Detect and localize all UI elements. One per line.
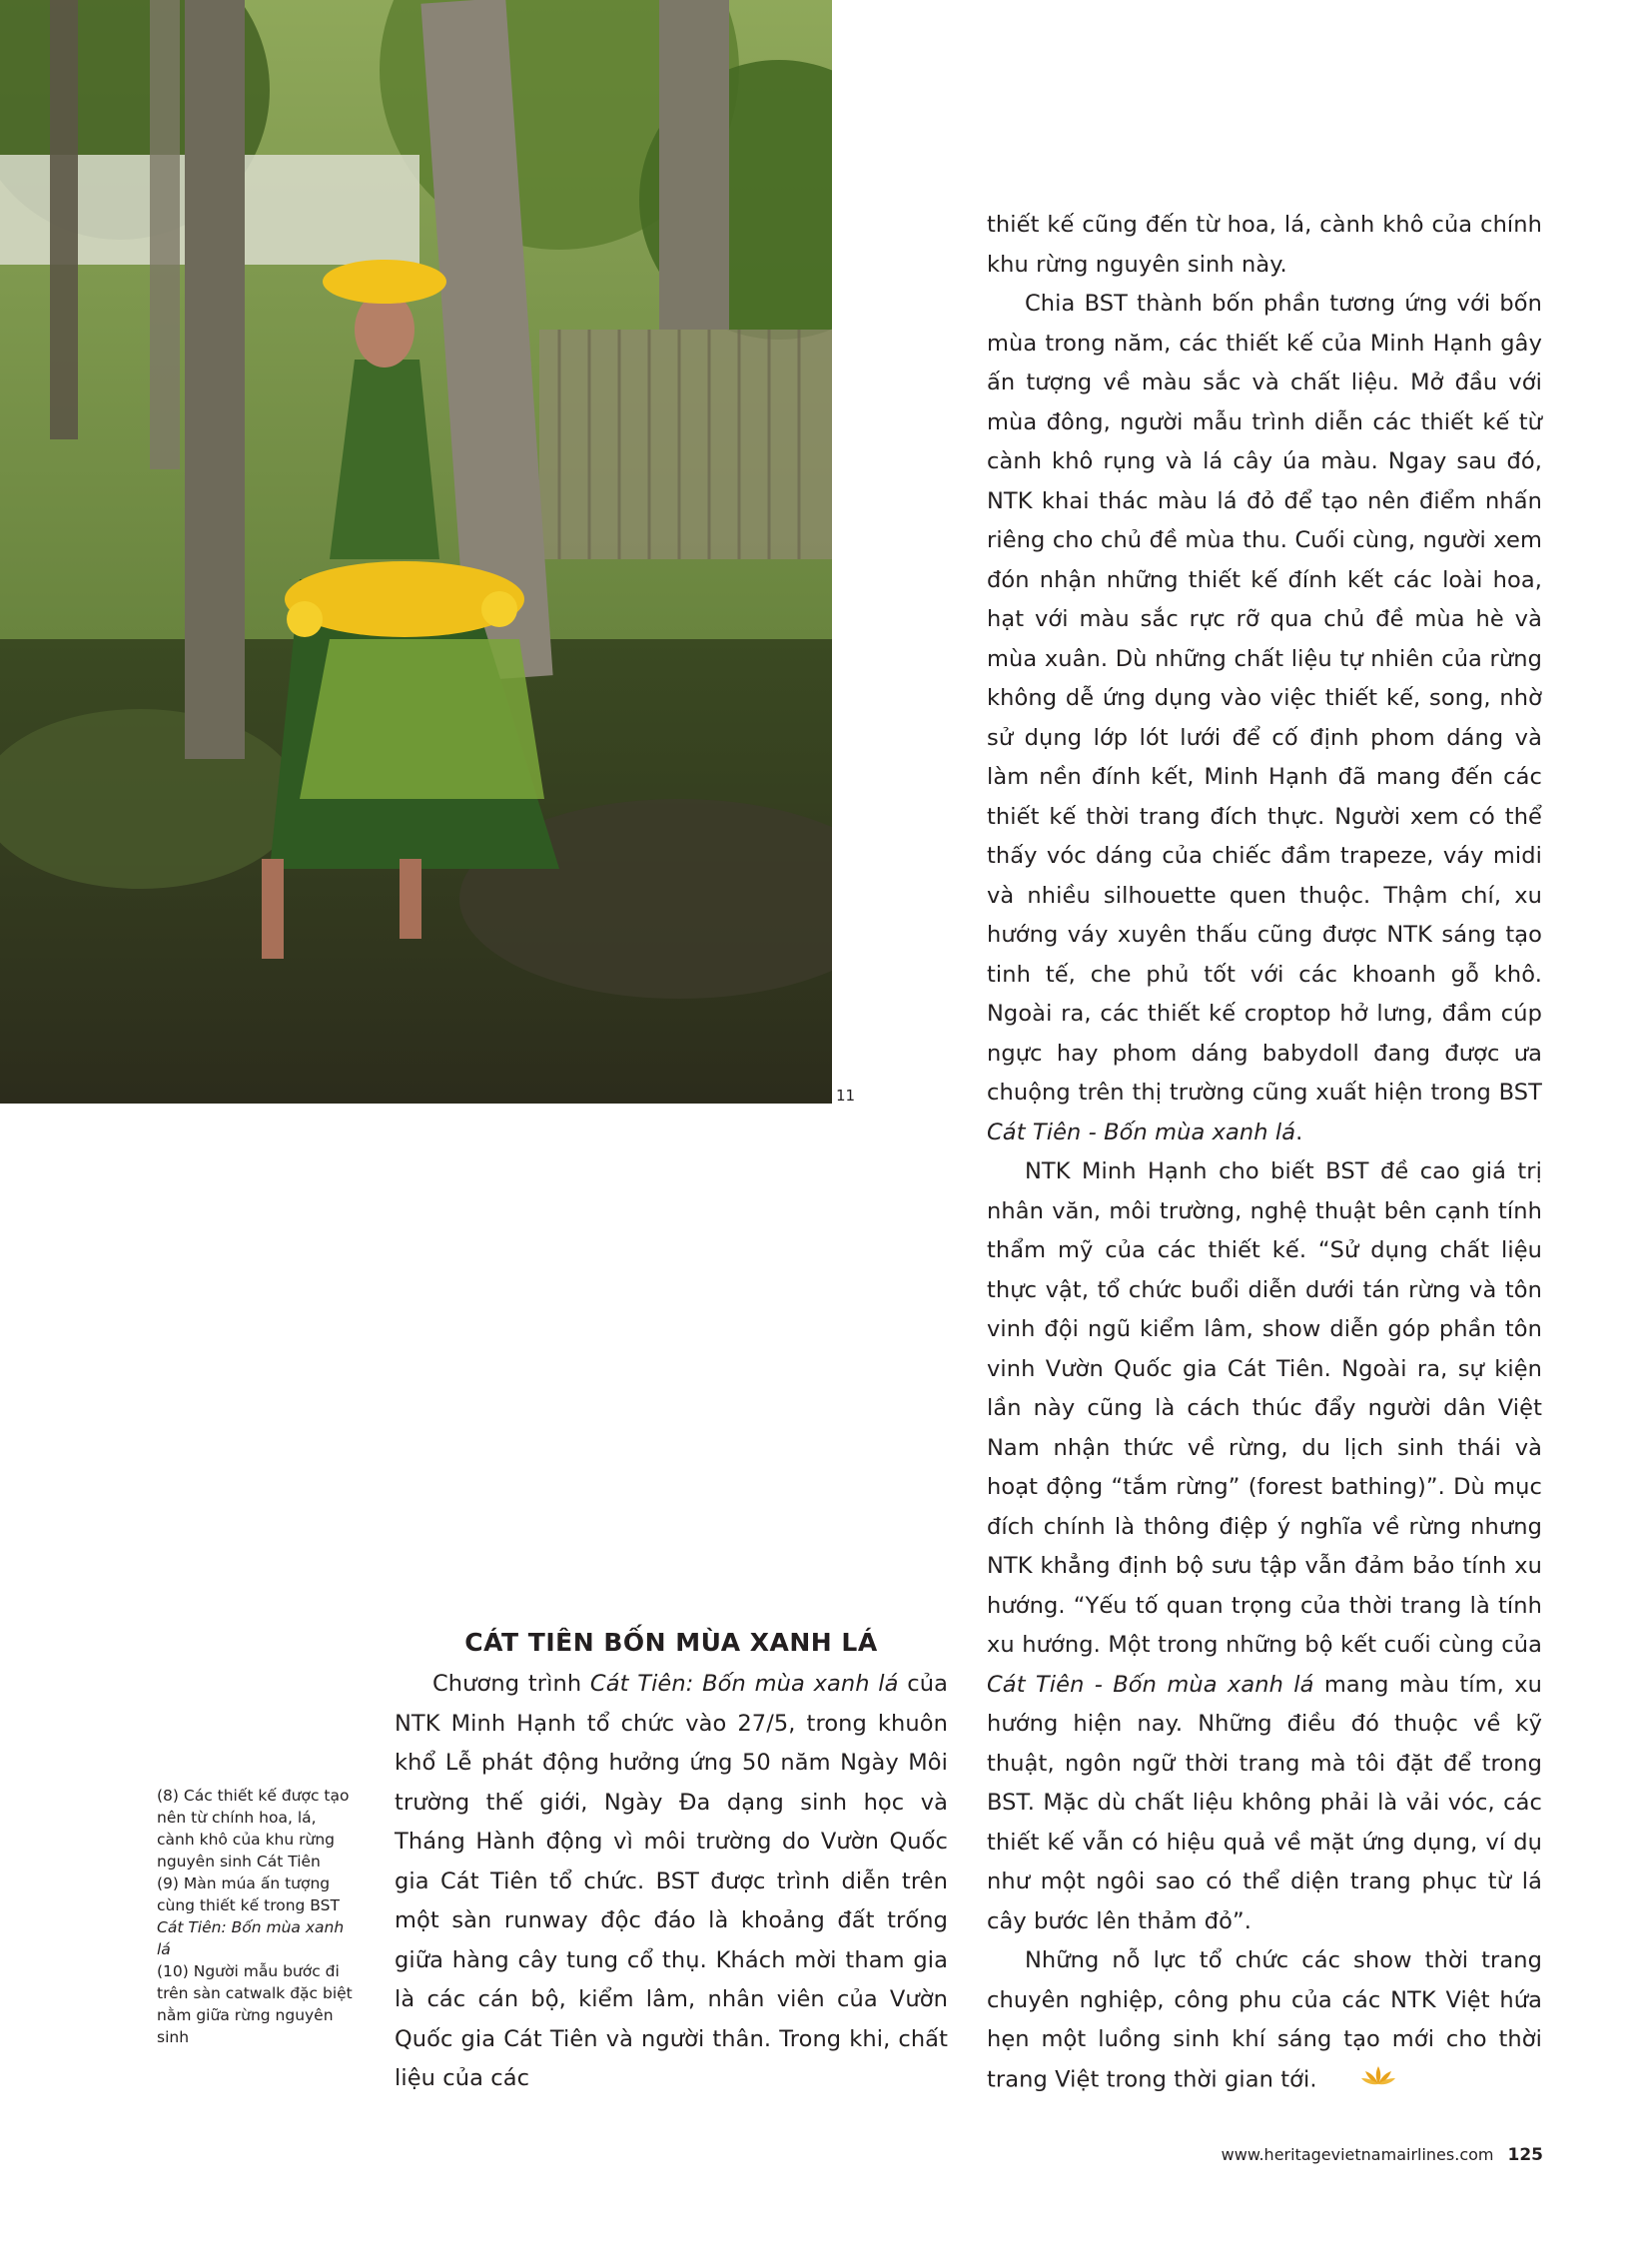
paragraph: Những nỗ lực tổ chức các show thời trang chuyên nghiệp, công phu của các NTK Việt hứa hẹn một luồng sinh khí sáng tạo mới cho thời trang Việt trong thời gian tới.	[987, 1941, 1542, 2099]
caption-9: (9) Màn múa ấn tượng cùng thiết kế trong BST Cát Tiên: Bốn mùa xanh lá	[157, 1874, 345, 1958]
photo-number: 11	[836, 1087, 856, 1105]
caption-8: (8) Các thiết kế được tạo nên từ chính hoa, lá, cành khô của khu rừng nguyên sinh Cát Tiên	[157, 1787, 350, 1870]
page-number: 125	[1507, 2145, 1543, 2165]
photo-caption	[157, 1785, 357, 2048]
fashion-photo	[0, 0, 832, 1104]
paragraph: NTK Minh Hạnh cho biết BST đề cao giá trị nhân văn, môi trường, nghệ thuật bên cạnh tính thẩm mỹ của các thiết kế. “Sử dụng chất liệu thực vật, tổ chức buổi diễn dưới tán rừng và tôn vinh đội ngũ kiểm lâm, show diễn góp phần tôn vinh Vườn Quốc gia Cát Tiên. Ngoài ra, sự kiện lần này cũng là cách thúc đẩy người dân Việt Nam nhận thức về rừng, du lịch sinh thái và hoạt động “tắm rừng” (forest bathing)”. Dù mục đích chính là thông điệp ý nghĩa về rừng nhưng NTK khẳng định bộ sưu tập vẫn đảm bảo tính xu hướng. “Yếu tố quan trọng của thời trang là tính xu hướng. Một trong những bộ kết cuối cùng của Cát Tiên - Bốn mùa xanh lá mang màu tím, xu hướng hiện nay. Những điều đó thuộc về kỹ thuật, ngôn ngữ thời trang mà tôi đặt để trong BST. Mặc dù chất liệu không phải là vải vóc, các thiết kế vẫn có hiệu quả về mặt ứng dụng, ví dụ như một ngôi sao có thể diện trang phục từ lá cây bước lên thảm đỏ”.	[987, 1158, 1543, 1934]
section-heading: CÁT TIÊN BỐN MÙA XANH LÁ	[464, 1628, 878, 1657]
right-text-column	[987, 206, 1542, 2099]
caption-10: (10) Người mẫu bước đi trên sàn catwalk đặc biệt nằm giữa rừng nguyên sinh	[157, 1962, 353, 2046]
middle-text-column	[395, 1665, 948, 2099]
paragraph: Chia BST thành bốn phần tương ứng với bốn mùa trong năm, các thiết kế của Minh Hạnh gây ấn tượng về màu sắc và chất liệu. Mở đầu với mùa đông, người mẫu trình diễn các thiết kế từ cành khô rụng và lá cây úa màu. Ngay sau đó, NTK khai thác màu lá đỏ để tạo nên điểm nhấn riêng cho chủ đề mùa thu. Cuối cùng, người xem đón nhận những thiết kế đính kết các loài hoa, hạt với màu sắc rực rỡ qua chủ đề mùa hè và mùa xuân. Dù những chất liệu tự nhiên của rừng không dễ ứng dụng vào việc thiết kế, song, nhờ sử dụng lớp lót lưới để cố định phom dáng và làm nền đính kết, Minh Hạnh đã mang đến các thiết kế thời trang đích thực. Người xem có thể thấy vóc dáng của chiếc đầm trapeze, váy midi và nhiều silhouette quen thuộc. Thậm chí, xu hướng váy xuyên thấu cũng được NTK sáng tạo tinh tế, che phủ tốt với các khoanh gỗ khô. Ngoài ra, các thiết kế croptop hở lưng, đầm cúp ngực hay phom dáng babydoll đang được ưa chuộng trên thị trường cũng xuất hiện trong BST Cát Tiên - Bốn mùa xanh lá.	[987, 291, 1542, 1145]
collection-title: Cát Tiên - Bốn mùa xanh lá	[987, 1119, 1296, 1145]
forest-model-illustration	[0, 0, 832, 1104]
lotus-icon	[1323, 2060, 1395, 2100]
website-url: www.heritagevietnamairlines.com	[1221, 2145, 1494, 2164]
collection-title: Cát Tiên - Bốn mùa xanh lá	[987, 1671, 1314, 1698]
program-title: Cát Tiên: Bốn mùa xanh lá	[589, 1671, 899, 1697]
page-footer	[1189, 2145, 1543, 2165]
paragraph: thiết kế cũng đến từ hoa, lá, cành khô của chính khu rừng nguyên sinh này.	[987, 212, 1542, 278]
paragraph: Chương trình Cát Tiên: Bốn mùa xanh lá của NTK Minh Hạnh tổ chức vào 27/5, trong khuôn khổ Lễ phát động hưởng ứng 50 năm Ngày Môi trường thế giới, Ngày Đa dạng sinh học và Tháng Hành động vì môi trường do Vườn Quốc gia Cát Tiên tổ chức. BST được trình diễn trên một sàn runway độc đáo là khoảng đất trống giữa hàng cây tung cổ thụ. Khách mời tham gia là các cán bộ, kiểm lâm, nhân viên của Vườn Quốc gia Cát Tiên và người thân. Trong khi, chất liệu của các	[395, 1671, 948, 2091]
